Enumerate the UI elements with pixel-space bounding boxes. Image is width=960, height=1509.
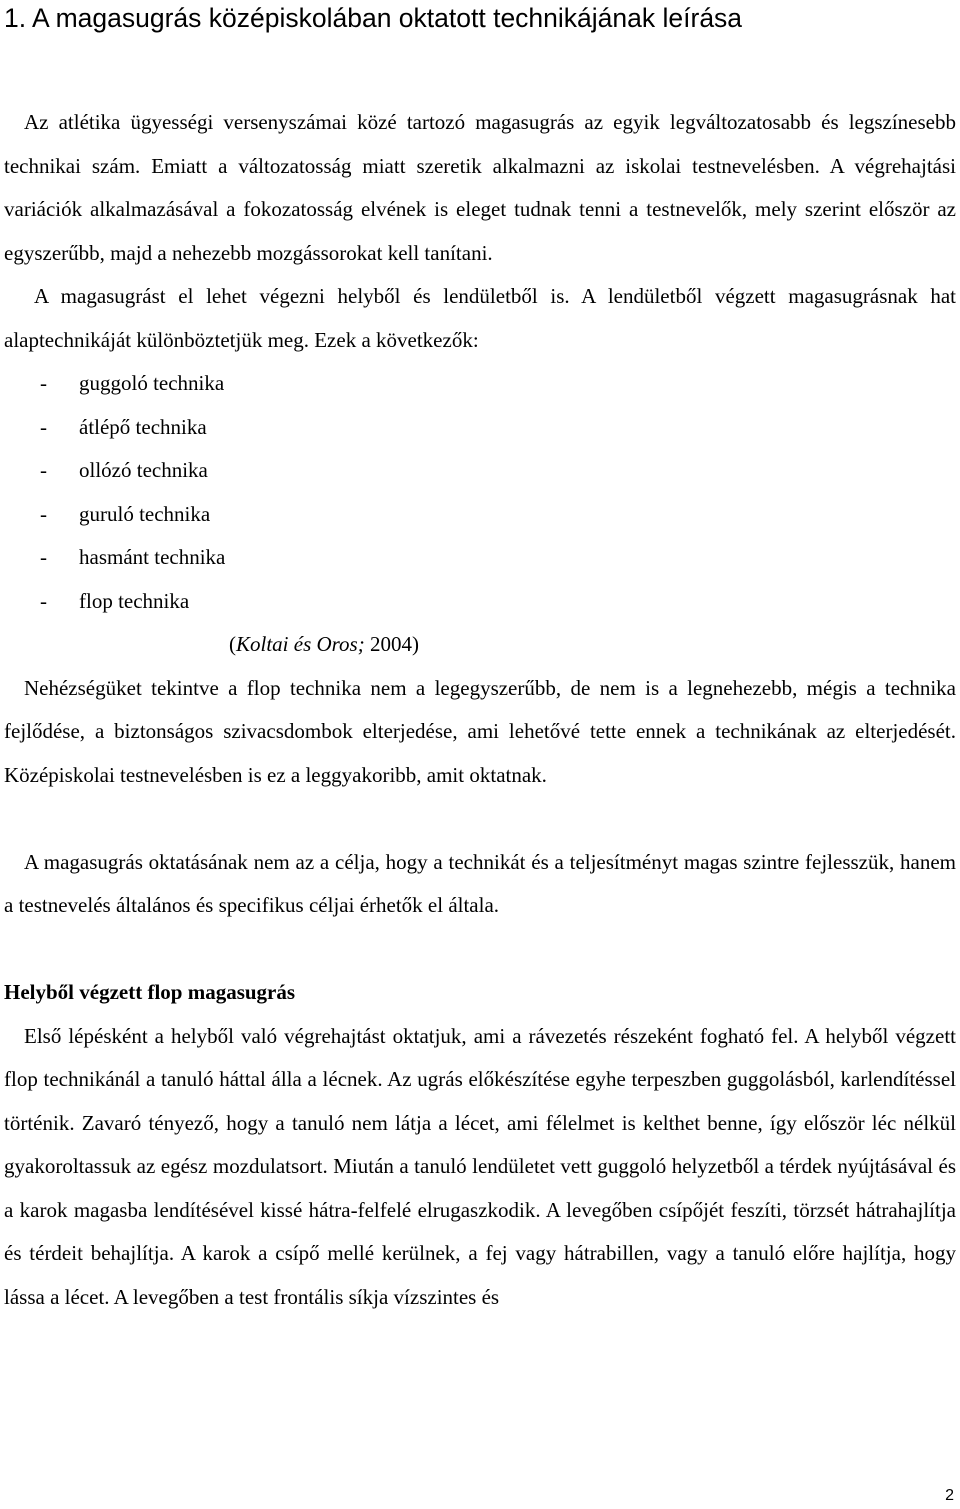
list-item: - átlépő technika (4, 406, 956, 450)
paragraph-gap (4, 928, 956, 972)
section-heading: Helyből végzett flop magasugrás (4, 980, 296, 1004)
list-dash: - (40, 371, 47, 395)
list-item: - guggoló technika (4, 362, 956, 406)
list-item: - hasmánt technika (4, 536, 956, 580)
document-body (4, 101, 956, 1319)
paragraph-gap (4, 797, 956, 841)
paragraph-standing-flop: Első lépésként a helyből való végrehajtást oktatjuk, ami a rávezetés részeként fogható fel. A helyből végzett flop technikánál a tanuló háttal álla a lécnek. Az ugrás előkészítése egyhe terpeszben guggolásból, karlendítéssel történik. Zavaró tényező, hogy a tanuló nem látja a lécet, ami félelmet is kelthet benne, így először léc nélkül gyakoroltassuk az egész mozdulatsort. Miután a tanuló lendületet vett guggoló helyzetből a térdek nyújtásával és a karok magasba lendítésével kissé hátra-felfelé elrugaszkodik. A levegőben csípőjét feszíti, törzsét hátrahajlítja és térdeit behajlítja. A karok a csípő mellé kerülnek, a fej vagy hátrabillen, vagy a tanuló előre hajlítja, hogy lássa a lécet. A levegőben a test frontális síkja vízszintes és (4, 1023, 956, 1309)
list-dash: - (40, 501, 47, 526)
list-dash: - (40, 545, 47, 569)
technique-list (4, 362, 956, 623)
list-item: - ollózó technika (4, 449, 956, 493)
list-dash: - (40, 414, 47, 439)
citation-authors: Koltai és Oros; (236, 632, 365, 656)
citation: (Koltai és Oros; 2004) (229, 632, 419, 656)
citation-year: 2004) (364, 632, 419, 656)
paragraph-intro: Az atlétika ügyességi versenyszámai közé tartozó magasugrás az egyik legváltozatosabb és legszínesebb technikai szám. Emiatt a változatosság miatt szeretik alkalmazni az iskolai testnevelésben. A végrehajtási variációk alkalmazásával a fokozatosság elvének is eleget tudnak tenni a testnevelők, mely szerint először az egyszerűbb, majd a nehezebb mozgássorokat kell tanítani. (4, 110, 956, 265)
list-dash: - (40, 458, 47, 482)
paragraph-difficulty: Nehézségüket tekintve a flop technika nem a legegyszerűbb, de nem is a legnehezebb, mégis a technika fejlődése, a biztonságos szivacsdombok elterjedése, ami lehetővé tette ennek a technikának az elterjedését. Középiskolai testnevelésben is ez a leggyakoribb, amit oktatnak. (4, 675, 956, 787)
page-title: 1. A magasugrás középiskolában oktatott technikájának leírása (4, 3, 743, 33)
list-item: - guruló technika (4, 493, 956, 537)
list-dash: - (40, 588, 47, 613)
paragraph-teaching-goal: A magasugrás oktatásának nem az a célja, hogy a technikát és a teljesítményt magas szintre fejlesszük, hanem a testnevelés általános és specifikus céljai érhetők el általa. (4, 849, 956, 917)
list-item: - flop technika (4, 580, 956, 624)
page-number: 2 (945, 1487, 954, 1504)
paragraph-techniques-intro: A magasugrást el lehet végezni helyből és lendületből is. A lendületből végzett magasugrásnak hat alaptechnikáját különböztetjük meg. Ezek a következők: (4, 284, 956, 352)
